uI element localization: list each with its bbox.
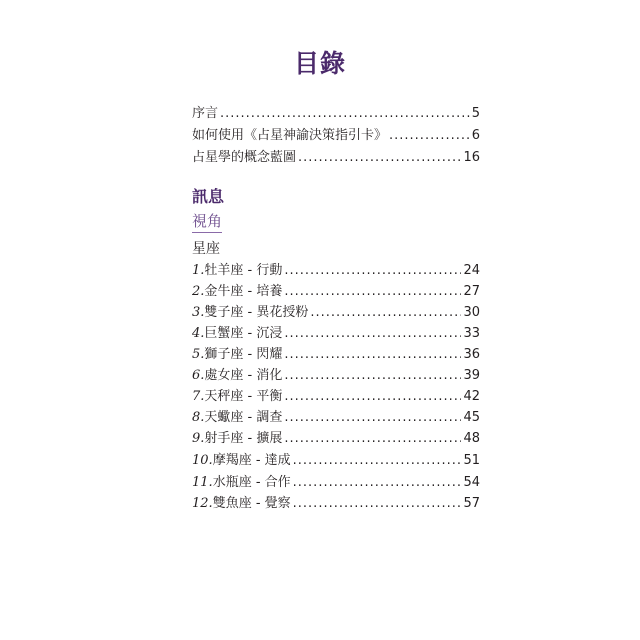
page-title: 目錄	[293, 49, 346, 78]
toc-chapter-row[interactable]	[192, 451, 480, 471]
dot-leader	[284, 345, 461, 365]
chapter-number: 11.	[192, 475, 213, 490]
toc-chapter-row[interactable]	[192, 494, 480, 514]
toc-entry-label: 巨蟹座 - 沉浸	[204, 326, 283, 341]
toc-chapter-row[interactable]	[192, 473, 480, 493]
toc-entry-label: 天秤座 - 平衡	[204, 389, 283, 404]
toc-page-number: 42	[463, 389, 480, 404]
toc-chapter-row[interactable]	[192, 408, 480, 428]
dot-leader	[298, 148, 461, 168]
toc-chapter-row[interactable]	[192, 429, 480, 449]
toc-page-number: 45	[463, 410, 480, 425]
toc-chapter-row[interactable]	[192, 324, 480, 344]
toc-chapter-row[interactable]	[192, 387, 480, 407]
toc-chapter-row[interactable]	[192, 366, 480, 386]
dot-leader	[220, 104, 470, 124]
toc-page-number: 16	[463, 150, 480, 165]
toc-entry-label: 射手座 - 擴展	[204, 431, 283, 446]
chapter-number: 2.	[192, 284, 205, 299]
toc-entry-label: 水瓶座 - 合作	[212, 475, 291, 490]
toc-page-number: 24	[463, 263, 480, 278]
toc-page-number: 57	[463, 496, 480, 511]
toc-chapter-row[interactable]	[192, 345, 480, 365]
toc-chapter-row[interactable]	[192, 261, 480, 281]
toc-entry-how-to-use[interactable]	[192, 126, 480, 146]
chapter-number: 12.	[192, 496, 213, 511]
toc-page-number: 48	[463, 431, 480, 446]
toc-entry-label: 金牛座 - 培養	[204, 284, 283, 299]
section-heading: 訊息	[192, 187, 225, 206]
dot-leader	[284, 387, 461, 407]
dot-leader	[284, 366, 461, 386]
dot-leader	[284, 261, 461, 281]
dot-leader	[284, 324, 461, 344]
toc-page-number: 5	[471, 106, 480, 121]
toc-entry-label: 占星學的概念藍圖	[192, 150, 297, 165]
toc-page-number: 33	[463, 326, 480, 341]
chapter-number: 6.	[192, 368, 205, 383]
dot-leader	[284, 408, 461, 428]
toc-chapter-row[interactable]	[192, 303, 480, 323]
toc-page-number: 36	[463, 347, 480, 362]
toc-page-number: 30	[463, 305, 480, 320]
toc-entry-label: 雙魚座 - 覺察	[212, 496, 291, 511]
dot-leader	[310, 303, 461, 323]
chapter-number: 9.	[192, 431, 205, 446]
toc-entry-label: 摩羯座 - 達成	[212, 453, 291, 468]
chapter-number: 5.	[192, 347, 205, 362]
dot-leader	[284, 282, 461, 302]
section-subheading: 視角	[192, 210, 222, 233]
toc-page-number: 51	[463, 453, 480, 468]
toc-entry-label: 序言	[192, 106, 219, 121]
toc-entry-label: 獅子座 - 閃耀	[204, 347, 283, 362]
dot-leader	[293, 494, 462, 514]
toc-chapter-row[interactable]	[192, 282, 480, 302]
toc-page-number: 54	[463, 475, 480, 490]
dot-leader	[284, 429, 461, 449]
chapter-number: 10.	[192, 453, 213, 468]
chapter-number: 8.	[192, 410, 205, 425]
dot-leader	[293, 451, 462, 471]
toc-entry-label: 雙子座 - 異花授粉	[204, 305, 309, 320]
toc-entry-label: 如何使用《占星神諭決策指引卡》	[192, 128, 388, 143]
toc-entry-preface[interactable]	[192, 104, 480, 124]
chapter-number: 3.	[192, 305, 205, 320]
dot-leader	[389, 126, 470, 146]
chapter-number: 4.	[192, 326, 205, 341]
dot-leader	[293, 473, 462, 493]
chapter-number: 1.	[192, 263, 205, 278]
chapter-number: 7.	[192, 389, 205, 404]
toc-page-number: 27	[463, 284, 480, 299]
toc-page-number: 6	[471, 128, 480, 143]
toc-entry-blueprint[interactable]	[192, 148, 480, 168]
toc-entry-label: 天蠍座 - 調查	[204, 410, 283, 425]
toc-entry-label: 處女座 - 消化	[204, 368, 283, 383]
toc-page-number: 39	[463, 368, 480, 383]
group-heading: 星座	[192, 241, 220, 257]
toc-entry-label: 牡羊座 - 行動	[204, 263, 283, 278]
